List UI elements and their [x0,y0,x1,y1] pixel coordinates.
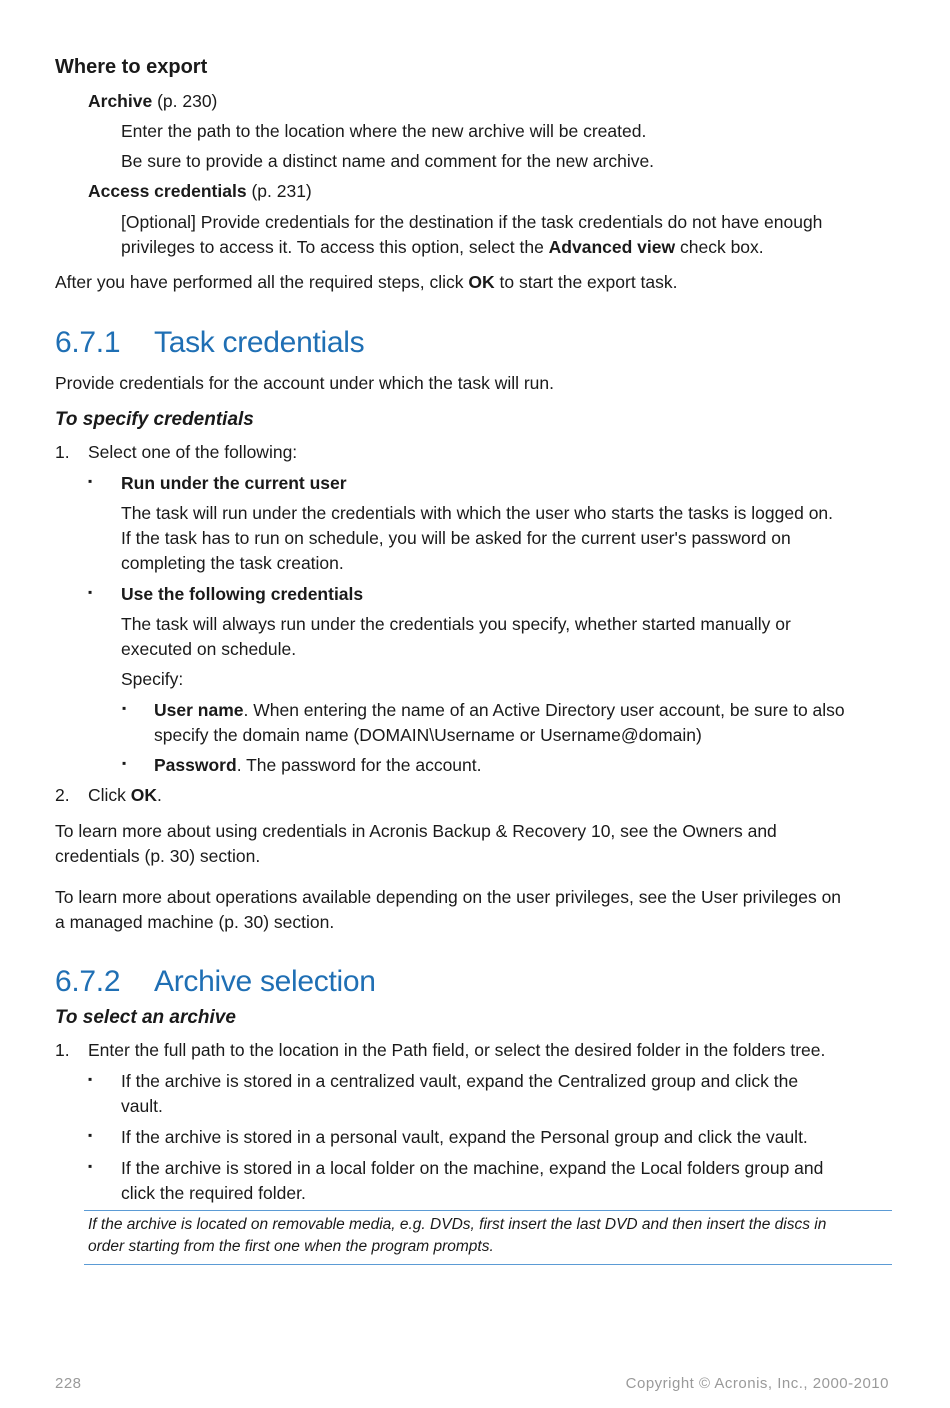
step-1-number: 1. [55,442,70,462]
procedure-select-archive: To select an archive [55,1007,236,1028]
access-ref: (p. 231) [246,181,312,201]
archive-desc-1: Enter the path to the location where the new archive will be created. [121,121,647,141]
bullet-icon: ▪ [88,1128,93,1142]
after-steps-pre: After you have performed all the required steps, click [55,272,469,292]
step-1-text: Select one of the following: [88,442,298,462]
option-use-following-credentials [121,582,363,607]
section-672-number: 6.7.2 [55,965,121,998]
username-term: User name [154,700,244,720]
learn-more-1-line-1: To learn more about using credentials in Acronis Backup & Recovery 10, see the Owners and [55,821,777,841]
access-desc-tail: check box. [675,237,764,257]
section-671-number: 6.7.1 [55,326,121,359]
archive-desc-2: Be sure to provide a distinct name and comment for the new archive. [121,151,655,171]
ok-term: OK [468,272,495,292]
option-run-current-user-title: Run under the current user [121,473,347,493]
note-line-1: If the archive is located on removable media, e.g. DVDs, first insert the last DVD and then insert the discs in [88,1216,827,1233]
copyright-footer: Copyright © Acronis, Inc., 2000-2010 [625,1375,889,1392]
local-folder-line-2: click the required folder. [121,1183,306,1203]
archive-ref: (p. 230) [152,91,218,111]
step-2-number: 2. [55,785,70,805]
option-1-desc-line-1: The task will run under the credentials with which the user who starts the tasks is logged on. [121,503,834,523]
after-steps-text [55,270,678,295]
option-1-desc-line-2: If the task has to run on schedule, you will be asked for the current user's password on [121,528,791,548]
after-steps-post: to start the export task. [494,272,678,292]
bullet-icon: ▪ [88,1159,93,1173]
option-2-desc-line-2: executed on schedule. [121,639,297,659]
step-2-pre: Click [88,785,131,805]
section-671-intro: Provide credentials for the account under which the task will run. [55,373,555,393]
where-to-export-heading: Where to export [55,56,208,78]
bullet-icon: ▪ [88,585,93,599]
password-term: Password [154,755,237,775]
access-term: Access credentials [88,181,247,201]
access-desc-line-2 [121,235,764,260]
select-step-1-text: Enter the full path to the location in the Path field, or select the desired folder in the folders tree. [88,1040,826,1060]
local-folder-line-1: If the archive is stored in a local folder on the machine, expand the Local folders group and [121,1158,824,1178]
username-item-line-1 [154,698,845,723]
option-1-desc-line-3: completing the task creation. [121,553,344,573]
learn-more-2-line-1: To learn more about operations available depending on the user privileges, see the User privileges on [55,887,842,907]
option-2-desc-line-1: The task will always run under the credentials you specify, whether started manually or [121,614,791,634]
option-use-following-credentials-title: Use the following credentials [121,584,364,604]
section-672-title: Archive selection [154,965,376,998]
step-2-text [88,783,162,808]
centralized-vault-line-1: If the archive is stored in a centralized vault, expand the Centralized group and click the [121,1071,799,1091]
section-671-heading [55,326,364,360]
learn-more-2-line-2: a managed machine (p. 30) section. [55,912,335,932]
section-672-heading [55,965,376,999]
option-run-current-user [121,471,347,496]
step-2-ok: OK [130,785,158,805]
access-desc-line-1: [Optional] Provide credentials for the destination if the task credentials do not have enough [121,212,823,232]
specify-label: Specify: [121,669,184,689]
bullet-icon: ▪ [88,1072,93,1086]
select-step-1-number: 1. [55,1040,70,1060]
archive-term-line [88,89,217,114]
centralized-vault-line-2: vault. [121,1096,163,1116]
page-number: 228 [55,1375,82,1392]
personal-vault-item: If the archive is stored in a personal vault, expand the Personal group and click the vault. [121,1127,808,1147]
procedure-specify-credentials: To specify credentials [55,409,254,430]
access-desc-text: privileges to access it. To access this option, select the [121,237,549,257]
step-2-post: . [157,785,162,805]
bullet-icon: ▪ [88,474,93,488]
note-text [88,1214,888,1258]
removable-media-note [84,1210,892,1265]
learn-more-1-line-2: credentials (p. 30) section. [55,846,261,866]
advanced-view-term: Advanced view [548,237,676,257]
password-desc: . The password for the account. [236,755,482,775]
archive-term: Archive [88,91,153,111]
password-item [154,753,482,778]
username-item-line-2: specify the domain name (DOMAIN\Username or Username@domain) [154,725,702,745]
access-term-line [88,179,312,204]
section-671-title: Task credentials [154,326,365,359]
bullet-icon: ▪ [122,701,127,715]
bullet-icon: ▪ [122,756,127,770]
note-line-2: order starting from the first one when the program prompts. [88,1238,494,1255]
username-desc: . When entering the name of an Active Directory user account, be sure to also [243,700,845,720]
